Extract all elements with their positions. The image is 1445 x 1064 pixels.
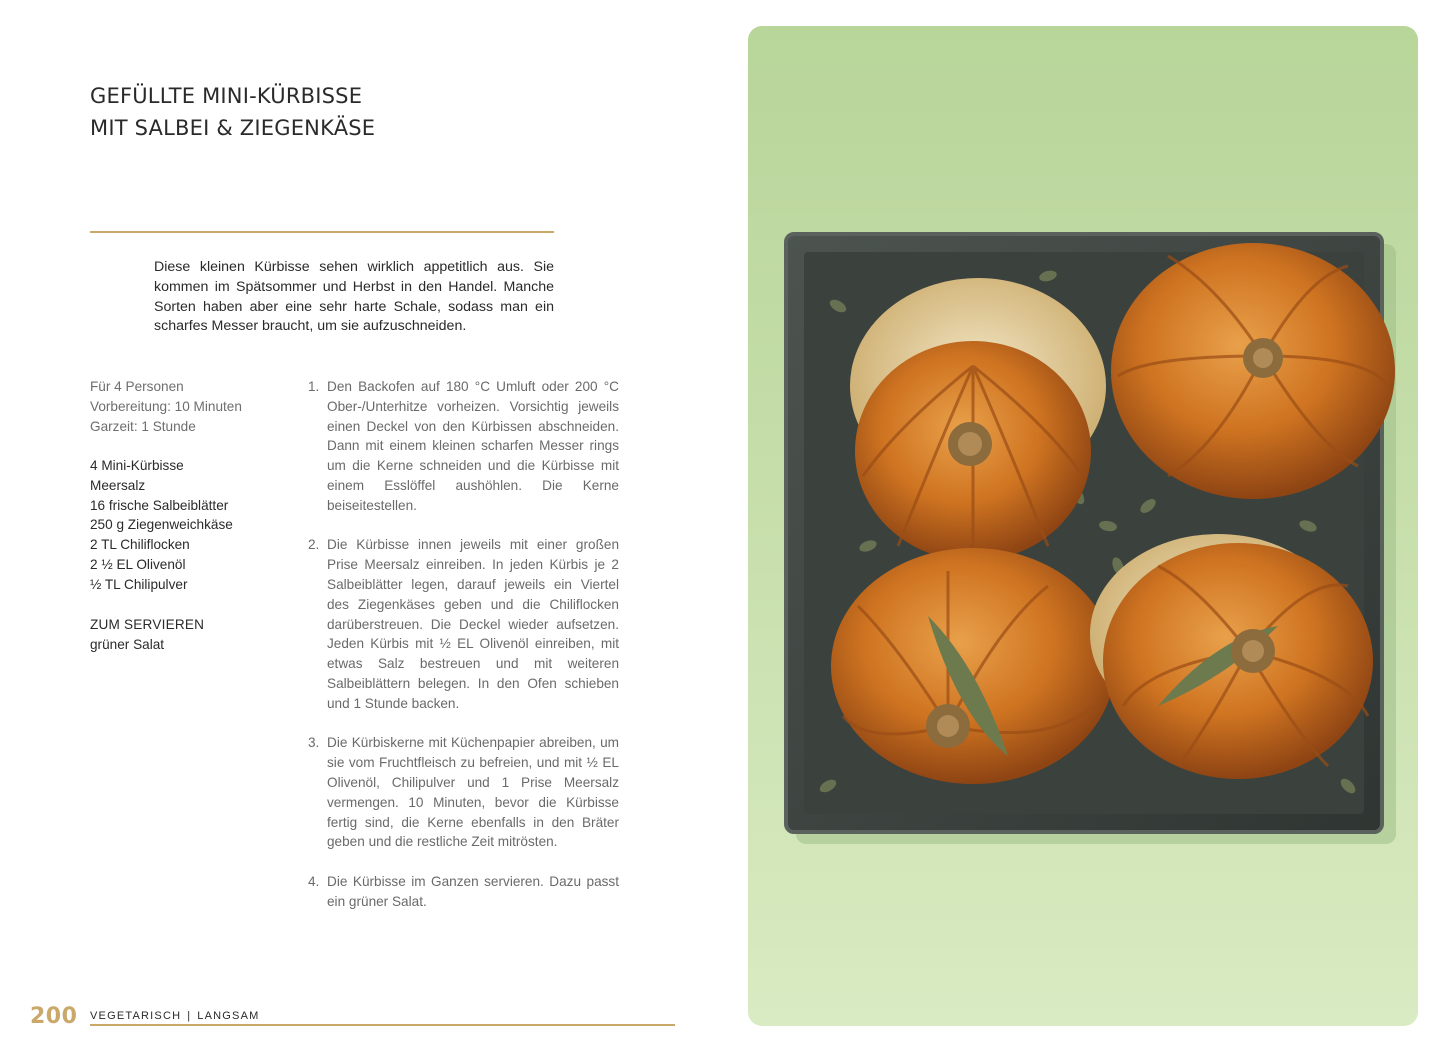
- step-number: 3.: [308, 735, 320, 751]
- recipe-page: [0, 0, 720, 1064]
- method-step: [308, 733, 619, 852]
- page-number: 200: [30, 1004, 78, 1029]
- footer-separator: |: [187, 1010, 192, 1022]
- ingredient-item: 2 ½ EL Olivenöl: [90, 556, 186, 572]
- method-step: [308, 377, 619, 516]
- footer-subcategory-label: LANGSAM: [197, 1010, 260, 1022]
- step-text: Die Kürbisse innen jeweils mit einer großen Prise Meersalz einreiben. In jeden Kürbis je 2 Salbeiblätter legen, darauf jeweils ein Viertel des Ziegenkäses geben und die Chiliflocken darüberstreuen. Die Deckel wieder aufsetzen. Jeden Kürbis mit ½ EL Olivenöl einreiben, mit etwas Salz bestreuen und mit weiteren Salbeiblättern belegen. In den Ofen schieben und 1 Stunde backen.: [327, 537, 619, 711]
- cook-time-text: Garzeit: 1 Stunde: [90, 418, 196, 434]
- ingredient-item: Meersalz: [90, 477, 146, 493]
- pumpkin-top-right: [1111, 243, 1395, 499]
- footer-divider: [90, 1024, 675, 1026]
- method-step: [308, 535, 619, 713]
- recipe-title-line-2: MIT SALBEI & ZIEGENKÄSE: [90, 116, 376, 140]
- step-number: 4.: [308, 873, 320, 889]
- recipe-photo: [748, 26, 1418, 1026]
- step-text: Die Kürbiskerne mit Küchenpapier abreiben, um sie vom Fruchtfleisch zu befreien, und mit ½ EL Olivenöl, Chilipulver und 1 Prise Meersalz vermengen. 10 Minuten, bevor die Kürbisse fertig sind, die Kerne ebenfalls in den Bräter geben und die restliche Zeit mitrösten.: [327, 735, 619, 850]
- step-text: Die Kürbisse im Ganzen servieren. Dazu passt ein grüner Salat.: [327, 873, 619, 909]
- serving-item: grüner Salat: [90, 637, 165, 652]
- step-number: 1.: [308, 379, 320, 394]
- recipe-title-line-1: GEFÜLLTE MINI-KÜRBISSE: [90, 84, 363, 108]
- pumpkin-bottom-left: [831, 548, 1115, 784]
- method-step: [308, 872, 619, 912]
- ingredient-item: ½ TL Chilipulver: [90, 576, 188, 592]
- stuffed-pumpkins-illustration: [748, 26, 1418, 1026]
- method-steps: [308, 377, 619, 931]
- recipe-title: [90, 80, 510, 144]
- ingredient-item: 4 Mini-Kürbisse: [90, 458, 184, 473]
- step-number: 2.: [308, 537, 320, 553]
- footer-category: [90, 1010, 260, 1022]
- ingredient-item: 250 g Ziegenweichkäse: [90, 517, 233, 533]
- ingredient-item: 2 TL Chiliflocken: [90, 537, 190, 553]
- ingredient-item: 16 frische Salbeiblätter: [90, 497, 229, 513]
- step-text: Den Backofen auf 180 °C Umluft oder 200 °C Ober-/Unterhitze vorheizen. Vorsichtig jeweils einen Deckel von den Kürbissen abschneiden. Dann mit einem kleinen scharfen Messer rings um die Kerne schneiden und die Kürbisse mit einem Esslöffel aushöhlen. Die Kerne beiseitestellen.: [327, 379, 619, 513]
- servings-text: Für 4 Personen: [90, 379, 184, 394]
- serving-heading: ZUM SERVIEREN: [90, 617, 205, 632]
- title-divider: [90, 231, 554, 233]
- footer-category-label: VEGETARISCH: [90, 1010, 182, 1022]
- prep-time-text: Vorbereitung: 10 Minuten: [90, 398, 242, 414]
- ingredient-list: [90, 456, 290, 595]
- recipe-meta: [90, 377, 290, 436]
- intro-paragraph: Diese kleinen Kürbisse sehen wirklich appetitlich aus. Sie kommen im Spätsommer und Herbst in den Handel. Manche Sorten haben aber eine sehr harte Schale, sodass man ein scharfes Messer braucht, um sie aufzuschneiden.: [154, 259, 554, 335]
